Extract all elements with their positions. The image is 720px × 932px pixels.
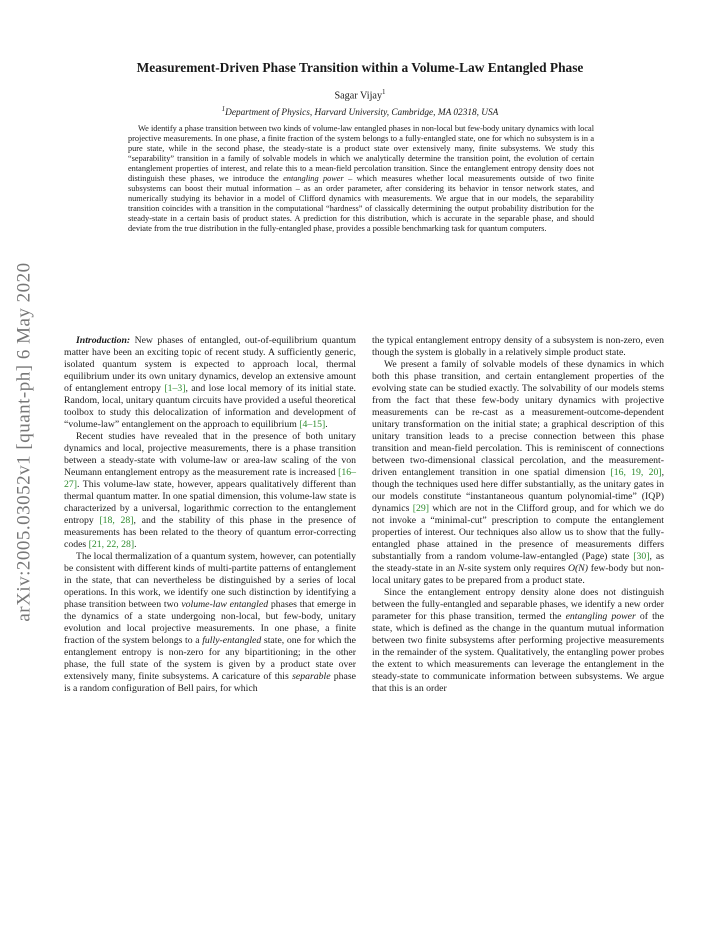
- author-name: Sagar Vijay: [334, 90, 383, 102]
- body-text: New phases of entangled, out-of-equilibrium quantum matter have been an exciting topic of recent study. A sufficiently generic, isolated quantum system is expected to approach local, thermal equilibrium under its own unitary dynamics, develop an extensive amount of entanglement entropy: [64, 335, 356, 394]
- citation-link[interactable]: [18, 28]: [99, 515, 134, 526]
- paragraph: [372, 359, 664, 587]
- abstract-text: – which measures whether local measurements outside of two finite subsystems can boost their mutual information – as an order parameter, after considering its behavior in tensor network states, and numerically studying its behavior in a model of Clifford dynamics with measurements. We argue that in our models, the separability transition coincides with a transition in the computational “hardness” of classically determining the output probability distribution for the steady-state in a certain basis of product states. A prediction for this distribution, which is accurate in the separable phase, and should deviate from the true distribution in the fully-entangled phase, provides a possible benchmarking task for quantum computers.: [128, 174, 594, 234]
- section-run-in-heading: Introduction:: [76, 335, 131, 346]
- citation-link[interactable]: [30]: [633, 551, 650, 562]
- citation-link[interactable]: [29]: [412, 503, 429, 514]
- arxiv-side-stamp: [10, 232, 40, 652]
- emphasis-text: volume-law entangled: [181, 599, 269, 610]
- body-text: .: [325, 419, 328, 430]
- math-expression: O(N): [567, 563, 589, 574]
- author-affiliation-mark: 1: [382, 88, 386, 96]
- body-text: , though the techniques used here differ substantially, as the unitary gates in our models constitute “instantaneous quantum polynomial-time” (IQP) dynamics: [372, 467, 665, 514]
- paragraph: [64, 551, 356, 695]
- author-line: [60, 88, 660, 101]
- body-text: phase is a random configuration of Bell pairs, for which: [64, 671, 357, 694]
- body-text: Recent studies have revealed that in the presence of both unitary dynamics and local, projective measurements, there is a phase transition between a steady-state with volume-law or area-law scaling of the von Neumann entanglement entropy as the measurement rate is increased: [64, 431, 356, 478]
- abstract: [128, 124, 594, 235]
- emphasis-text: separable: [292, 671, 331, 682]
- paragraph: [64, 335, 356, 431]
- affiliation-mark: 1: [221, 105, 226, 113]
- body-text: , and lose local memory of its initial state. Random, local, unitary quantum circuits have provided a useful theoretical toolbox to study this delocalization of information and development of “volume-law” entanglement on the approach to equilibrium: [64, 383, 356, 430]
- body-text: of the state, which is defined as the change in the quantum mutual information between two finite subsystems after performing projective measurements in the remainder of the system. Qualitatively, the entangling power probes the extent to which measurements can leverage the entanglement in the steady-state to communicate information between subsystems. We argue that this is an order: [372, 611, 664, 694]
- arxiv-identifier: arXiv:2005.03052v1 [quant-ph] 6 May 2020: [14, 262, 35, 622]
- affiliation-line: [60, 105, 660, 118]
- emphasis-text: fully-entangled: [202, 635, 262, 646]
- citation-link[interactable]: [21, 22, 28]: [88, 539, 135, 550]
- body-text: .: [134, 539, 137, 550]
- citation-link[interactable]: [16–27]: [64, 467, 356, 490]
- paper-title: Measurement-Driven Phase Transition within a Volume-Law Entangled Phase: [136, 60, 584, 75]
- body-text: -site system only requires: [464, 563, 568, 574]
- citation-link[interactable]: [1–3]: [164, 383, 186, 394]
- body-text: The local thermalization of a quantum system, however, can potentially be consistent with different kinds of multi-partite patterns of entanglement in the state, that can nevertheless be distinguished by a series of local operations. In this work, we identify one such distinction by identifying a phase transition between two: [64, 551, 356, 610]
- body-text: which are not in the Clifford group, and for which we do not invoke a “minimal-cut” prescription to compute the entanglement properties of interest. Our techniques also allow us to show that the fully-entangled phase attained in the presence of measurements differs substantially from a random volume-law-entangled (Page) state: [372, 503, 664, 562]
- body-text: , as the steady-state in an: [372, 551, 665, 574]
- citation-link[interactable]: [4–15]: [299, 419, 326, 430]
- abstract-text: We identify a phase transition between two kinds of volume-law entangled phases in non-local but few-body unitary dynamics with local projective measurements. In one phase, a finite fraction of the system belongs to a fully-entangled state, one for which no subsystem is in a pure state, while in the second phase, the steady-state is a product state over extensively many, finite subsystems. We study this “separability” transition in a family of solvable models in which we analytically determine the transition point, the evolution of certain entanglement properties of interest, and relate this to a mean-field percolation transition. Since the entanglement entropy density does not distinguish these phases, we introduce the: [128, 124, 594, 184]
- body-text: , and the stability of this phase in the presence of measurements has been related to the theory of quantum error-correcting codes: [64, 515, 356, 550]
- paragraph: [372, 587, 664, 695]
- body-text: few-body but non-local unitary gates to be prepared from a product state.: [372, 563, 664, 586]
- body-text: We present a family of solvable models of these dynamics in which both this phase transition, and certain entanglement properties of the evolving state can be studied exactly. The solvability of our models stems from the fact that these few-body unitary dynamics with projective measurements can be re-cast as a measurement-outcome-dependent unitary transformation on the initial state; a graphical description of this unitary transition leads to a precise connection between this phase transition and mean-field percolation. This is reminiscent of connections between two-dimensional classical percolation, and the measurement-driven entanglement transition in one spatial dimension: [372, 359, 664, 478]
- paragraph: [64, 431, 356, 551]
- left-column: [64, 335, 356, 695]
- citation-link[interactable]: [16, 19, 20]: [610, 467, 662, 478]
- body-text: . This volume-law state, however, appears qualitatively different than thermal quantum matter. In one spatial dimension, this volume-law state is characterized by a universal, logarithmic correction to the entanglement entropy: [64, 479, 356, 526]
- emphasis-text: entangling power: [565, 611, 636, 622]
- math-symbol: N: [457, 563, 465, 574]
- body-text: phases that emerge in the dynamics of a state undergoing non-local, but few-body, unitary evolution and local projective measurements. In one phase, a finite fraction of the system belongs to a: [64, 599, 357, 646]
- affiliation-text: Department of Physics, Harvard University, Cambridge, MA 02318, USA: [225, 108, 499, 119]
- body-text: state, one for which the entanglement entropy is non-zero for any bipartitioning; in the other phase, the full state of the system is given by a product state over extensively many, finite subsystems. A caricature of this: [64, 635, 356, 682]
- right-column: [372, 335, 664, 695]
- abstract-emphasis: entangling power: [283, 174, 344, 184]
- body-text: Since the entanglement entropy density alone does not distinguish between the fully-entangled and separable phases, we identify a new order parameter for this phase transition, termed the: [372, 587, 664, 622]
- paragraph-continued: the typical entanglement entropy density of a subsystem is non-zero, even though the system is globally in a relatively simple product state.: [372, 335, 664, 358]
